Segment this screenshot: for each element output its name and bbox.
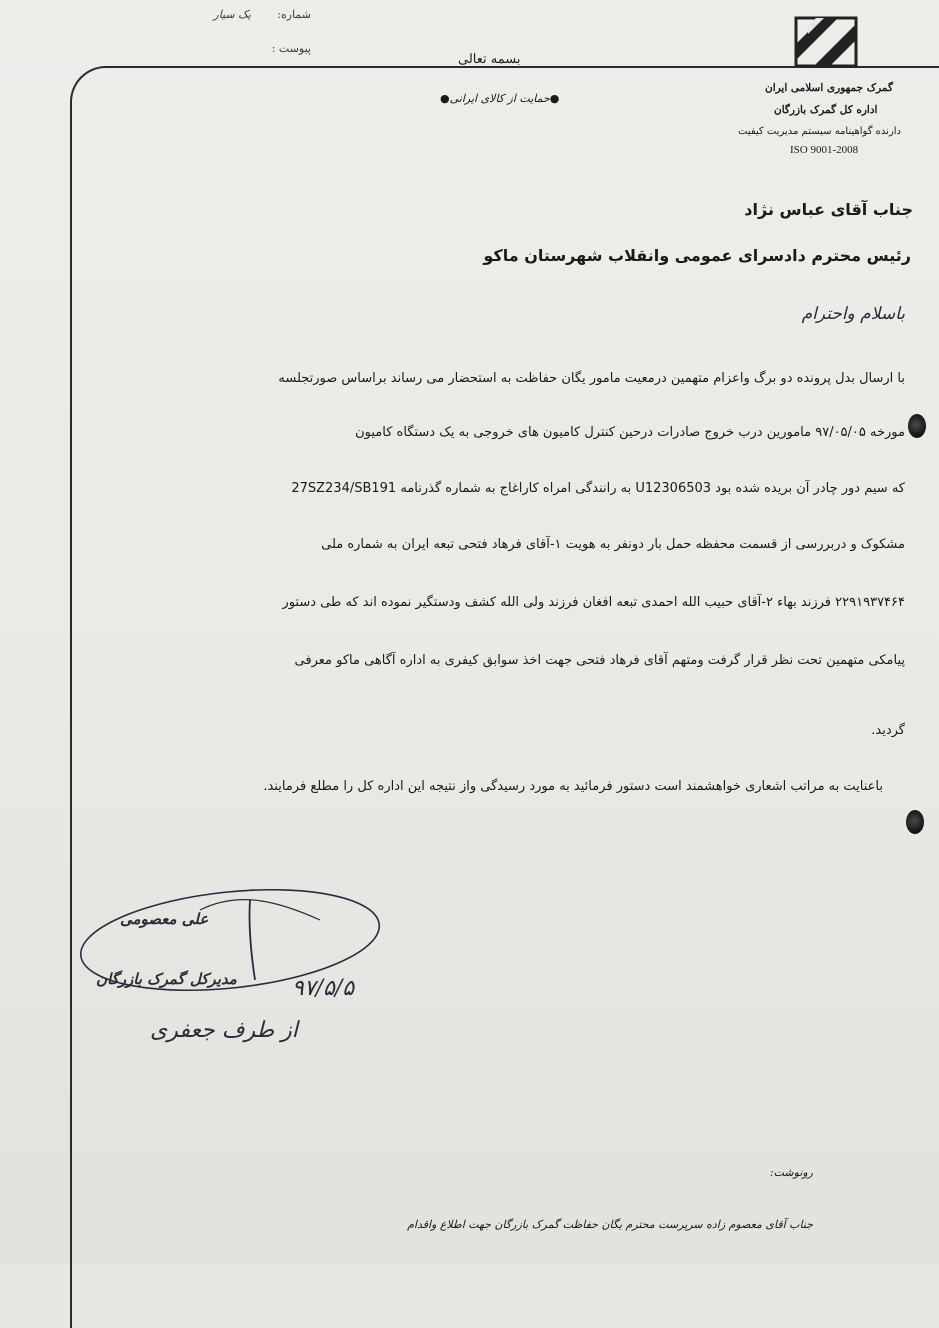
addressee-name: جناب آقای عباس نژاد	[744, 200, 913, 219]
iso-label: ISO 9001-2008	[790, 144, 859, 156]
signer-title: مدیرکل گمرک بازرگان	[96, 970, 237, 988]
punch-hole-bottom	[906, 810, 924, 834]
closing-line: باعنایت به مراتب اشعاری خواهشمند است دستور فرمائید به مورد رسیدگی واز نتیجه این اداره کل را مطلع فرمایند.	[263, 779, 883, 794]
signer-name: علی معصومی	[120, 910, 209, 928]
body-line-5: ۲۲۹۱۹۳۷۴۶۴ فرزند بهاء ۲-آقای حبیب الله احمدی تبعه افغان فرزند ولی الله کشف ودستگیر نموده اند که طی دستور	[282, 595, 905, 610]
greeting: باسلام واحترام	[801, 304, 905, 324]
handwritten-signature	[80, 880, 420, 1040]
cc-label: رونوشت:	[769, 1166, 813, 1179]
body-line-3: 27SZ234/SB191 به رانندگی امراه کاراغاج به شماره گذرنامه U12306503 که سیم دور چادر آن بریده شده بود	[291, 481, 905, 496]
punch-hole-top	[908, 414, 926, 438]
body-line-2: مورخه ۹۷/۰۵/۰۵ مامورین درب خروج صادرات درحین کنترل کامیون های خروجی به یک دستگاه کامیون	[355, 425, 905, 440]
customs-logo	[786, 8, 866, 74]
org-line2: اداره کل گمرک بازرگان	[774, 104, 878, 116]
body-line-4: مشکوک و دربررسی از قسمت محفظه حمل بار دونفر به هویت ۱-آقای فرهاد فتحی تبعه ایران به شماره ملی	[321, 537, 905, 552]
addressee-title: رئیس محترم دادسرای عمومی وانقلاب شهرستان ماکو	[483, 246, 911, 265]
body-line-6: پیامکی متهمین تحت نظر قرار گرفت ومتهم آقای فرهاد فتحی جهت اخذ سوابق کیفری به اداره آگاهی ماکو معرفی	[294, 653, 905, 668]
org-line1: گمرک جمهوری اسلامی ایران	[765, 82, 893, 94]
number-label: شماره:	[277, 8, 311, 21]
motto: ●حمایت از کالای ایرانی●	[440, 92, 560, 105]
body-line-7: گردید.	[871, 723, 905, 738]
handwritten-date: ۹۷/۵/۵	[292, 976, 355, 1001]
cc-line: جناب آقای معصوم زاده سرپرست محترم یگان حفاظت گمرک بازرگان جهت اطلاع واقدام	[407, 1218, 813, 1231]
attachment-label: پیوست :	[271, 42, 311, 55]
number-value: یک سیار	[213, 8, 251, 21]
bismillah: بسمه تعالی	[458, 52, 521, 67]
org-line3: دارنده گواهینامه سیستم مدیریت کیفیت	[738, 126, 901, 137]
body-line-1: با ارسال بدل پرونده دو برگ واعزام متهمین درمعیت مامور یگان حفاظت به استحضار می رساند براساس صورتجلسه	[278, 371, 905, 386]
handwritten-note: از طرف جعفری	[150, 1018, 298, 1043]
